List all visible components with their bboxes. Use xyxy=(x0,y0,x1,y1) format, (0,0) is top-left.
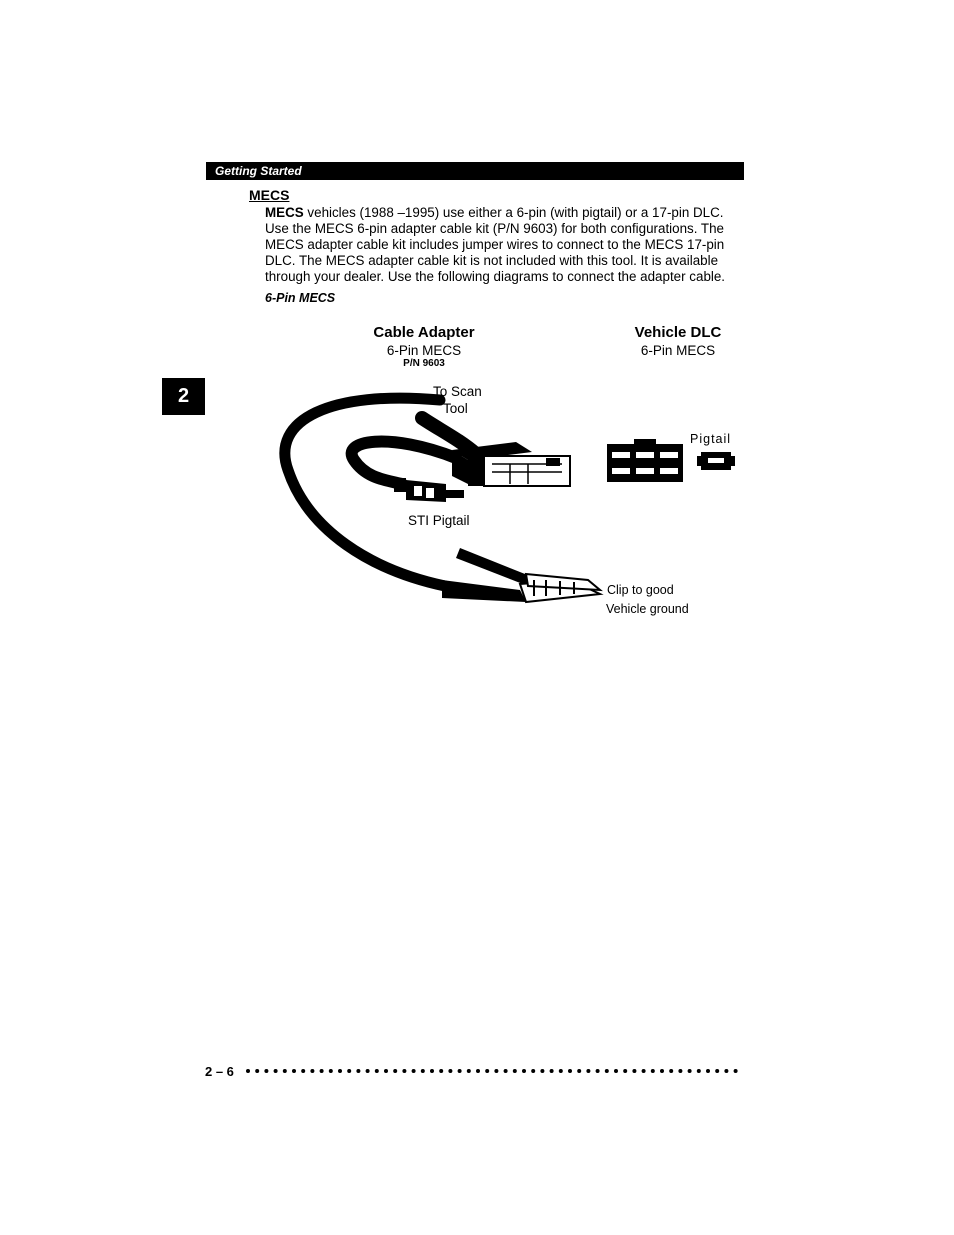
sti-pigtail-label: STI Pigtail xyxy=(408,513,470,528)
vehicle-dlc-title: Vehicle DLC xyxy=(634,324,722,341)
cable-adapter-part-number: P/N 9603 xyxy=(403,358,445,369)
cable-adapter-title: Cable Adapter xyxy=(373,324,475,341)
sti-pigtail-connector xyxy=(394,478,464,502)
body-lead-bold: MECS xyxy=(265,205,304,220)
body-text: vehicles (1988 –1995) use either a 6-pin (with pigtail) or a 17-pin DLC. Use the MECS 6-pin adapter cable kit (P/N 9603) for both configurations. The MECS adapter cable kit includes jumper wires to connect to the MECS 17-pin DLC. The MECS adapter cable kit is not included with this tool. It is available through your dealer. Use the following diagrams to connect the adapter cable. xyxy=(265,205,726,284)
mecs-cable-diagram xyxy=(270,380,750,640)
clip-label-line2: Vehicle ground xyxy=(606,602,689,616)
cable-adapter-subtitle: 6-Pin MECS xyxy=(386,343,462,358)
dlc-pigtail-connector xyxy=(697,452,735,470)
pigtail-wire xyxy=(352,442,456,484)
vehicle-dlc-connector xyxy=(607,439,683,482)
ground-clip xyxy=(442,548,600,602)
page-number: 2 – 6 xyxy=(205,1064,234,1079)
figure-subhead: 6-Pin MECS xyxy=(265,291,336,305)
clip-label-line1: Clip to good xyxy=(607,583,674,597)
to-scan-tool-label-line2: Tool xyxy=(443,401,468,416)
body-paragraph xyxy=(265,205,747,285)
chapter-tab: 2 xyxy=(162,378,205,415)
footer-dot-leader xyxy=(244,1064,740,1078)
running-header: Getting Started xyxy=(206,162,744,180)
to-scan-tool-label-line1: To Scan xyxy=(433,384,482,399)
adapter-connector xyxy=(452,442,570,486)
pigtail-label: Pigtail xyxy=(690,432,732,446)
vehicle-dlc-subtitle: 6-Pin MECS xyxy=(640,343,716,358)
section-title: MECS xyxy=(249,187,290,203)
